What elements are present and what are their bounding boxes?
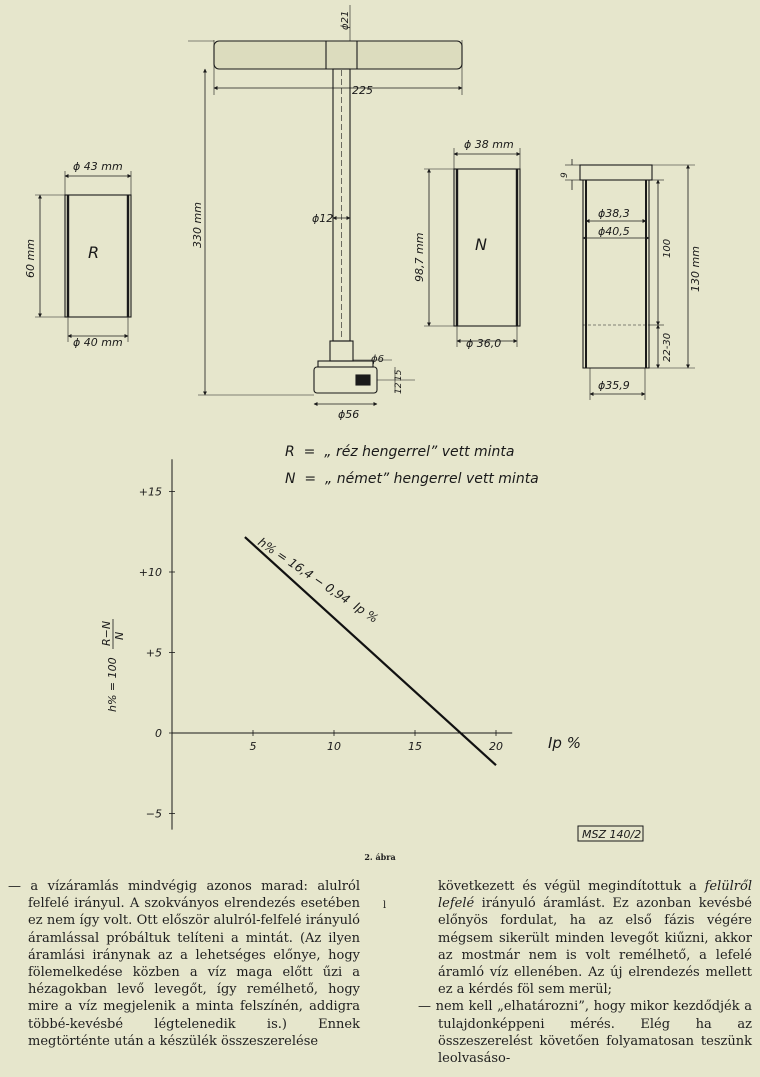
r-bottom-diameter: ϕ 40 mm [73,336,123,349]
chart-y-label [100,619,126,712]
dim-d56: ϕ56 [338,408,360,421]
chart [100,459,581,829]
dim-d6: ϕ6 [371,354,384,365]
tube-dim-383: ϕ38,3 [598,207,630,220]
standard-label-box [578,826,643,841]
x-tick-label: 10 [327,740,341,753]
n-top-diameter: ϕ 38 mm [464,138,514,151]
tube-dim-130: 130 mm [689,246,702,292]
dim-225: 225 [352,84,373,97]
tamper-tool-drawing [188,5,462,404]
chart-x-label: Ip % [548,734,581,752]
text-column-left [8,878,360,1050]
r-height: 60 mm [24,239,37,278]
n-height: 98,7 mm [413,232,426,282]
paragraph-right-1b: irányuló áramlást. Ez azonban kevésbé előnyös fordulat, ha az első fázis végére mégsem sikerült minden levegőt kiűzni, akkor az mostmár nem is volt remélhető, a lefelé áramló víz ellenében. Az új elrendezés mellett ez a kérdés föl sem merül; [438,896,752,998]
paragraph-left-1: — a vízáramlás mindvégig azonos marad: alulról felfelé irányul. A szokványos elrendezés esetében ez nem így volt. Ott először alulról-felfelé irányuló áramlással próbáltuk telíteni a mintát. (Az ilyen áramlási iránynak az a lehetséges előnye, hogy fölemelkedése közben a víz maga előtt űzi a hézagokban levő levegőt, így remélhető, hogy mire a víz megjelenik a minta felszínén, addigra többé-kevésbé légtelenedik is.) Ennek megtörténte után a készülék összeszerelése [8,879,360,1049]
paragraph-right-1 [418,878,752,998]
chart-annotation: h% = 16,4 − 0,94 Ip % [255,534,381,626]
x-tick-label: 20 [489,740,503,753]
dim-330: 330 mm [191,202,204,248]
x-tick-label: 5 [249,740,257,753]
legend-r: R = „ réz hengerrel” vett minta [285,444,515,460]
r-top-diameter: ϕ 43 mm [73,160,123,173]
n-cylinder-drawing [424,148,520,347]
paragraph-right-2: — nem kell „elhatározni”, hogy mikor kezdődjék a tulajdonképpeni mérés. Elég ha az összeszerelést követően folyamatosan teszünk leolvasáso- [418,999,752,1067]
x-tick-label: 15 [408,740,422,753]
chart-y-label-h: h% = 100 [106,657,119,712]
series-line [245,534,496,765]
dim-15: 15 [394,369,404,381]
tube-dim-2230: 22-30 [662,332,673,362]
dim-d12: ϕ12 [312,212,334,225]
y-tick-label: +10 [138,566,162,579]
chart-y-label-num: R−N [100,620,113,646]
paragraph-right-1a: következett és végül megindítottuk a [438,879,705,894]
chart-y-label-den: N [113,631,126,640]
legend-n: N = „ német” hengerrel vett minta [285,471,539,487]
tube-dim-405: ϕ40,5 [598,225,630,238]
margin-marker: l [383,900,387,911]
emphasis-felulrol-lefele: felülről lefelé [438,879,752,912]
y-tick-label: +5 [145,646,162,660]
text-column-right [418,878,752,1067]
tube-dim-100: 100 [662,238,673,258]
tube-dim-9: 9 [560,172,570,178]
r-label: R [88,243,100,262]
y-tick-label: −5 [145,807,162,821]
dim-d21: ϕ21 [340,10,351,30]
tube-drawing [565,159,695,400]
tube-dim-359: ϕ35,9 [598,379,630,392]
y-tick-label: 0 [155,727,162,740]
y-tick-label: +15 [138,485,162,499]
dim-12: 12 [394,382,404,394]
standard-label: MSZ 140/2 [582,828,642,841]
n-bottom-diameter: ϕ 36,0 [466,337,502,350]
figure-caption: 2. ábra [364,852,396,862]
r-cylinder-drawing [35,171,131,342]
n-label: N [475,235,487,254]
